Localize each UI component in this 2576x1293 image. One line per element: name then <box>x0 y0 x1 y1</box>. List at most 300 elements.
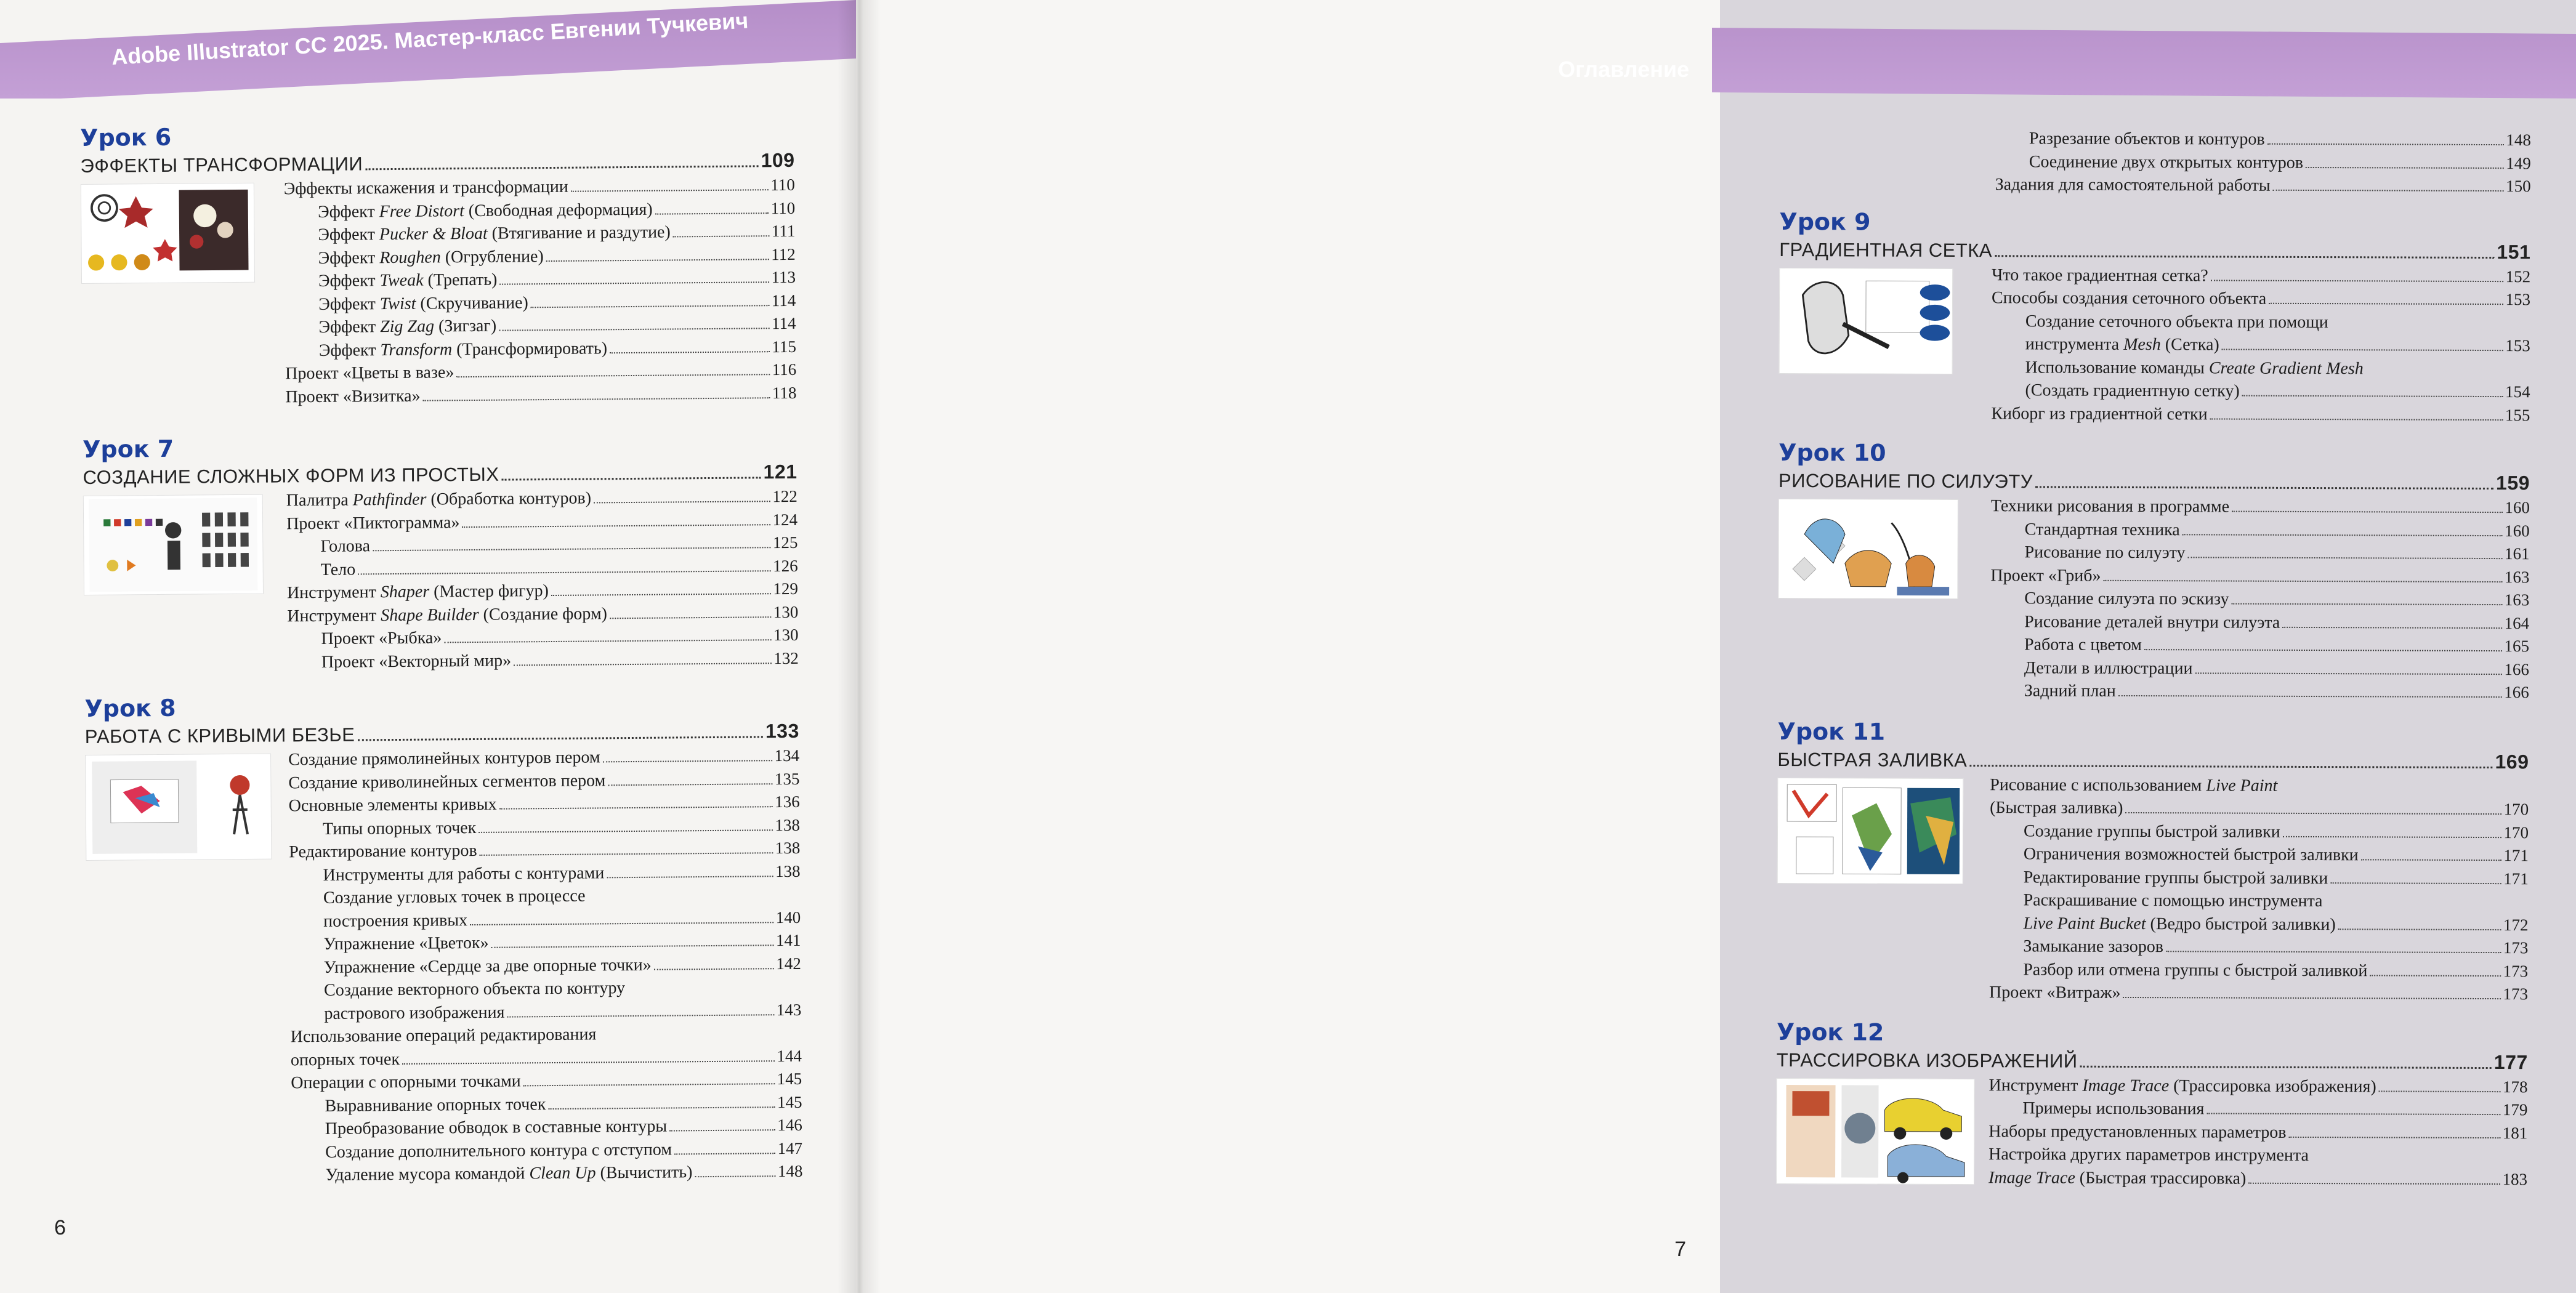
toc-entry-title <box>1989 1166 2246 1190</box>
toc-leader-dots <box>607 876 773 878</box>
toc-entry-text: Разрезание объектов и контуров <box>2029 129 2265 149</box>
toc-entry-text: Соединение двух открытых контуров <box>2029 151 2304 172</box>
toc-entry-title <box>323 932 488 956</box>
toc-entry-page: 173 <box>2503 938 2529 957</box>
toc-entry-title <box>2025 332 2219 356</box>
toc-entry-page: 114 <box>771 313 796 333</box>
toc-entry-page: 113 <box>771 267 796 287</box>
toc-entry <box>1777 888 2529 914</box>
toc-leader-dots <box>674 1153 775 1154</box>
toc-entry-title <box>318 220 671 246</box>
toc-leader-dots <box>669 1129 775 1131</box>
toc-leader-dots <box>2338 928 2501 930</box>
toc-entry <box>1777 934 2528 960</box>
toc-entry <box>1777 842 2529 868</box>
toc-entry-page: 124 <box>772 510 798 529</box>
toc-entry-text: Раскрашивание с помощью инструмента <box>2023 890 2323 911</box>
toc-leader-dots <box>1969 765 2492 768</box>
toc-entry-text: (Втягивание и раздутие) <box>487 222 671 243</box>
lesson-entries <box>1778 494 2530 704</box>
toc-entry-title <box>2024 587 2229 611</box>
toc-entry-title <box>321 558 356 581</box>
toc-entry-page: 163 <box>2504 590 2530 610</box>
toc-leader-dots <box>2379 1090 2500 1092</box>
toc-leader-dots <box>491 945 773 948</box>
toc-entry-page: 145 <box>777 1069 802 1089</box>
lesson-title-row <box>1779 236 2530 265</box>
toc-entry-title <box>1990 564 2101 587</box>
toc-entry-text: (Свободная деформация) <box>464 199 653 220</box>
toc-entry-page: 166 <box>2504 659 2529 679</box>
book-title-header: Adobe Illustrator CC 2025. Мастер-класс Евгении Тучкевич <box>111 7 749 70</box>
toc-entry-text: Создание силуэта по эскизу <box>2024 589 2229 609</box>
toc-entry-title <box>2025 356 2364 380</box>
lesson-title: ТРАССИРОВКА ИЗОБРАЖЕНИЙ <box>1776 1049 2078 1072</box>
toc-entry <box>1779 401 2530 427</box>
toc-leader-dots <box>673 235 769 237</box>
toc-entry-text: Работа с цветом <box>2024 635 2142 655</box>
toc-entry-text: Создание криволинейных сегментов пером <box>288 770 606 792</box>
toc-entry-page: 111 <box>771 221 796 241</box>
toc-entry <box>1778 586 2529 612</box>
toc-entry-text: Редактирование контуров <box>289 840 477 862</box>
toc-entry-page: 115 <box>772 337 796 356</box>
toc-entry-text: Эффект <box>318 340 381 360</box>
toc-entry-text: Рисование с использованием <box>1990 775 2207 795</box>
toc-leader-dots <box>514 663 771 666</box>
toc-entry <box>1780 172 2531 198</box>
toc-entry-text: Инструмент <box>287 605 381 626</box>
toc-entry-term: Mesh <box>2123 334 2161 355</box>
page-number-left: 6 <box>54 1216 66 1239</box>
toc-entry <box>1778 679 2529 704</box>
toc-entry-text: Создание группы быстрой заливки <box>2023 821 2280 842</box>
toc-entry-page: 148 <box>777 1161 803 1181</box>
toc-leader-dots <box>2207 1113 2500 1115</box>
lesson-title: ГРАДИЕНТНАЯ СЕТКА <box>1779 238 1993 261</box>
toc-entry-text: Рисование по силуэту <box>2024 542 2186 563</box>
toc-entry-page: 130 <box>773 602 799 621</box>
toc-entry-title <box>2029 150 2303 174</box>
toc-entry-title <box>291 1069 521 1094</box>
toc-entry-title <box>325 1138 672 1164</box>
page-number-right: 7 <box>1674 1238 1686 1261</box>
toc-entry-page: 143 <box>776 1000 802 1019</box>
toc-entry-text: Упражнение «Цветок» <box>323 933 489 954</box>
toc-leader-dots <box>2248 1182 2500 1184</box>
toc-leader-dots <box>2195 672 2501 675</box>
toc-entry-term: Twist <box>379 294 416 313</box>
toc-entry <box>1777 957 2528 983</box>
toc-entry-text: Эффект <box>318 271 380 291</box>
toc-leader-dots <box>423 397 770 401</box>
right-page <box>856 0 2531 1293</box>
toc-entry <box>1779 308 2530 334</box>
toc-entry-text: Техники рисования в программе <box>1990 496 2230 517</box>
book-gutter <box>838 0 881 1293</box>
toc-leader-dots <box>2330 882 2501 884</box>
toc-entry-page: 132 <box>773 648 799 667</box>
toc-entry-page: 153 <box>2505 336 2530 355</box>
toc-entry-text: (Обработка контуров) <box>426 488 592 509</box>
toc-entry-text: (Трассировка изображения) <box>2169 1076 2376 1096</box>
toc-entry <box>1776 1119 2527 1145</box>
toc-leader-dots <box>2269 303 2503 305</box>
toc-entry-page: 149 <box>2506 153 2531 172</box>
lesson-entries <box>1776 1073 2528 1191</box>
toc-leader-dots <box>1995 255 2494 259</box>
toc-entry <box>1779 355 2530 381</box>
toc-entry-text: (Вычистить) <box>596 1162 693 1183</box>
toc-entry-page: 125 <box>772 533 798 552</box>
toc-leader-dots <box>2118 695 2501 698</box>
toc-entry-text: Задания для самостоятельной работы <box>1995 175 2271 195</box>
toc-entry-title <box>1991 402 2207 426</box>
toc-entry-page: 171 <box>2503 869 2529 888</box>
toc-entry-title <box>1990 796 2123 820</box>
toc-entry <box>1779 286 2530 312</box>
left-toc <box>80 118 803 1189</box>
toc-entry-text: Упражнение «Сердце за две опорные точки» <box>323 955 652 977</box>
toc-entry-title <box>325 1115 668 1141</box>
toc-entry-title <box>291 1023 597 1048</box>
toc-entry-title <box>291 1047 400 1071</box>
toc-entry-title <box>2023 958 2367 982</box>
toc-leader-dots <box>551 593 771 596</box>
lesson-page: 177 <box>2493 1050 2528 1073</box>
lesson-number: Урок 6 <box>80 123 172 151</box>
lesson-section <box>80 118 797 410</box>
toc-entry-text: Использование команды <box>2025 357 2209 377</box>
toc-entry-title <box>2024 679 2116 703</box>
toc-entry-page: 118 <box>772 383 797 402</box>
toc-leader-dots <box>2242 395 2503 397</box>
toc-entry-text: Эффект <box>318 248 380 268</box>
toc-entry <box>1778 632 2529 658</box>
toc-entry-page: 161 <box>2505 544 2530 563</box>
toc-entry-text: (Мастер фигур) <box>429 581 549 602</box>
lesson-page: 121 <box>763 460 797 483</box>
toc-entry-page: 160 <box>2505 521 2530 540</box>
toc-entry-page: 172 <box>2503 915 2529 934</box>
lesson-title: СОЗДАНИЕ СЛОЖНЫХ ФОРМ ИЗ ПРОСТЫХ <box>83 463 499 488</box>
toc-entry-text: Проект «Пиктограмма» <box>286 512 460 533</box>
lesson-section <box>83 429 799 675</box>
toc-leader-dots <box>2211 280 2503 282</box>
toc-entry-text: (Быстрая заливка) <box>1990 798 2123 818</box>
toc-entry-text: (Создать градиентную сетку) <box>2025 381 2240 401</box>
toc-entry <box>1776 1165 2527 1191</box>
toc-entry-term: Shape Builder <box>381 605 479 625</box>
toc-entry-text: (Трансформировать) <box>452 338 608 359</box>
toc-entry-term: Image Trace <box>1988 1167 2075 1188</box>
toc-entry <box>88 1160 802 1189</box>
toc-entry-title <box>1995 173 2271 197</box>
toc-entry <box>1777 864 2529 890</box>
toc-entry <box>1779 262 2530 288</box>
toc-entry-term: Live Paint Bucket <box>2023 913 2146 933</box>
toc-leader-dots <box>2080 1065 2492 1068</box>
toc-leader-dots <box>358 570 770 574</box>
header-band-right <box>1712 0 2576 99</box>
toc-leader-dots <box>546 259 769 262</box>
toc-entry-title <box>1991 494 2229 518</box>
toc-leader-dots <box>655 212 769 214</box>
toc-entry-title <box>1989 1120 2286 1144</box>
toc-entry-title <box>287 602 607 628</box>
toc-leader-dots <box>571 189 769 192</box>
toc-entry-title <box>285 384 420 408</box>
toc-leader-dots <box>507 1014 773 1017</box>
toc-entry <box>84 647 799 675</box>
toc-entry-page: 165 <box>2504 637 2530 656</box>
toc-entry-title <box>1992 286 2266 310</box>
toc-entry-title <box>319 337 607 362</box>
toc-entry-page: 116 <box>772 360 797 379</box>
toc-leader-dots <box>695 1175 775 1177</box>
lesson-page: 169 <box>2495 750 2529 773</box>
lesson-number: Урок 11 <box>1777 717 1886 746</box>
toc-entry-page: 136 <box>775 792 800 812</box>
toc-entry-text: (Зигзаг) <box>434 316 497 336</box>
toc-entry-title <box>289 793 497 818</box>
toc-entry-page: 160 <box>2505 498 2530 517</box>
toc-entry-title <box>2024 888 2323 912</box>
toc-entry-text: Операции с опорными точками <box>291 1071 521 1093</box>
toc-leader-dots <box>2123 997 2501 999</box>
toc-entry-title <box>287 579 549 605</box>
toc-entry-page: 140 <box>775 908 801 927</box>
toc-leader-dots <box>2210 418 2503 421</box>
toc-leader-dots <box>610 616 771 619</box>
toc-entry-title <box>1990 773 2277 797</box>
lesson-number: Урок 10 <box>1779 438 1886 467</box>
toc-entry <box>82 381 796 410</box>
lesson-number: Урок 7 <box>82 435 174 463</box>
toc-entry-title <box>2025 518 2180 541</box>
toc-leader-dots <box>608 783 772 786</box>
toc-entry-title <box>2024 820 2280 844</box>
toc-entry-text: Инструменты для работы с контурами <box>323 863 605 885</box>
toc-entry-text: Выравнивание опорных точек <box>325 1094 546 1116</box>
toc-entry-text: Преобразование обводок в составные контуры <box>325 1116 668 1138</box>
toc-entry-title <box>323 909 467 933</box>
toc-leader-dots <box>2283 836 2501 837</box>
toc-leader-dots <box>2306 166 2503 168</box>
toc-entry-page: 154 <box>2505 382 2530 401</box>
toc-entry-title <box>2023 935 2163 958</box>
toc-entry-term: Image Trace <box>2082 1076 2170 1095</box>
toc-entry-text: Проект «Гриб» <box>1990 565 2101 586</box>
toc-entry-title <box>2025 541 2186 564</box>
toc-entry-text: Разбор или отмена группы с быстрой заливкой <box>2023 959 2368 980</box>
toc-entry-text: Создание дополнительного контура с отступом <box>325 1140 672 1162</box>
toc-entry-page: 144 <box>777 1046 802 1065</box>
toc-entry-text: опорных точек <box>290 1049 400 1069</box>
toc-leader-dots <box>2289 1136 2500 1138</box>
section-title-header: Оглавление <box>1558 57 1689 82</box>
lesson-title: РИСОВАНИЕ ПО СИЛУЭТУ <box>1778 469 2033 493</box>
toc-entry-text: Голова <box>320 536 371 556</box>
toc-entry-title <box>1992 264 2208 288</box>
toc-leader-dots <box>2166 951 2501 953</box>
toc-entry-title <box>286 511 460 536</box>
toc-entry-page: 164 <box>2504 613 2530 632</box>
toc-leader-dots <box>480 852 773 856</box>
toc-entry-page: 155 <box>2505 405 2530 424</box>
toc-entry-page: 134 <box>774 746 800 765</box>
toc-entry-title <box>325 1093 546 1118</box>
toc-leader-dots <box>402 1060 774 1065</box>
toc-entry-title <box>318 245 544 270</box>
toc-entry-term: Tweak <box>379 270 424 291</box>
toc-entry-page: 181 <box>2502 1123 2528 1142</box>
toc-leader-dots <box>2361 859 2501 861</box>
toc-entry-page: 145 <box>777 1092 802 1111</box>
toc-leader-dots <box>2232 511 2502 514</box>
toc-leader-dots <box>2104 579 2502 582</box>
lesson-title: ЭФФЕКТЫ ТРАНСФОРМАЦИИ <box>80 153 363 177</box>
toc-leader-dots <box>499 806 773 809</box>
toc-entry-text: Стандартная техника <box>2024 519 2180 539</box>
toc-entry-page: 153 <box>2505 290 2531 309</box>
toc-entry-title <box>2024 656 2193 680</box>
toc-entry-page: 122 <box>772 486 797 506</box>
toc-entry-term: Zig Zag <box>380 316 435 337</box>
toc-leader-dots <box>654 968 774 970</box>
toc-entry-title <box>323 861 604 887</box>
toc-entry <box>1779 540 2530 566</box>
toc-entry-page: 141 <box>775 930 801 950</box>
toc-entry-page: 126 <box>773 556 798 575</box>
toc-leader-dots <box>2182 534 2503 536</box>
toc-entry-title <box>289 839 477 864</box>
lesson-entries <box>1779 262 2530 427</box>
lesson-number: Урок 12 <box>1776 1018 1884 1046</box>
lesson-section <box>1779 206 2530 427</box>
toc-entry-text: инструмента <box>2025 334 2124 354</box>
toc-entry-title <box>288 746 600 771</box>
toc-entry-text: (Трепать) <box>423 270 498 290</box>
toc-entry-text: Редактирование группы быстрой заливки <box>2023 867 2328 888</box>
toc-entry-term: Roughen <box>379 247 441 267</box>
toc-entry-page: 147 <box>777 1138 803 1158</box>
toc-entry-title <box>288 769 605 795</box>
toc-entry-title <box>2025 310 2328 334</box>
toc-entry <box>1776 1142 2527 1168</box>
toc-entry-title <box>318 315 496 339</box>
toc-entry-term: Shaper <box>380 582 430 602</box>
toc-entry-page: 138 <box>775 861 801 880</box>
lesson-section <box>1778 438 2530 704</box>
toc-entry-title <box>284 175 568 201</box>
toc-entry-title <box>320 534 370 558</box>
toc-entry-page: 178 <box>2503 1077 2528 1096</box>
toc-entry-text: Проект «Витраж» <box>1989 983 2121 1002</box>
toc-entry-page: 114 <box>771 291 796 310</box>
toc-entry-title <box>2022 1097 2204 1121</box>
toc-leader-dots <box>365 165 758 170</box>
toc-entry-page: 163 <box>2504 567 2530 586</box>
toc-entry-text: (Ведро быстрой заливки) <box>2146 914 2336 934</box>
toc-entry <box>1777 911 2528 937</box>
toc-leader-dots <box>2187 557 2502 559</box>
lesson-section <box>1776 1017 2528 1191</box>
toc-leader-dots <box>501 477 761 480</box>
toc-entry-page: 179 <box>2502 1100 2528 1119</box>
toc-entry-page: 173 <box>2503 961 2529 980</box>
lesson-number: Урок 9 <box>1779 207 1871 236</box>
toc-entry-text: Палитра <box>286 490 353 510</box>
lesson-title-row <box>1777 746 2529 775</box>
toc-entry-text: Способы создания сеточного объекта <box>1991 288 2267 308</box>
toc-leader-dots <box>499 328 769 331</box>
right-toc <box>1776 126 2531 1191</box>
toc-entry-title <box>285 361 454 385</box>
toc-entry-text: (Огрубление) <box>440 246 544 267</box>
toc-leader-dots <box>594 501 770 503</box>
lesson-page: 151 <box>2497 240 2531 263</box>
toc-entry-text: Создание прямолинейных контуров пером <box>288 747 600 770</box>
toc-entry-text: Удаление мусора командой <box>325 1164 530 1185</box>
left-page <box>0 0 856 1293</box>
toc-entry-text: Эффект <box>318 294 380 314</box>
lesson-page: 159 <box>2496 472 2530 494</box>
toc-entry-text: Эффект <box>318 201 379 222</box>
toc-entry <box>1777 772 2529 798</box>
toc-entry-page: 152 <box>2505 267 2531 286</box>
toc-entry-text: Проект «Цветы в вазе» <box>285 363 454 384</box>
toc-entry-page: 170 <box>2503 800 2529 819</box>
toc-entry-page: 130 <box>773 625 799 645</box>
toc-entry-text: Типы опорных точек <box>322 818 477 839</box>
toc-entry <box>1779 517 2530 542</box>
toc-entry-text: Проект «Векторный мир» <box>321 651 512 672</box>
toc-entry-title <box>323 885 586 910</box>
toc-entry-title <box>318 268 498 293</box>
toc-entry-text: Замыкание зазоров <box>2023 937 2164 957</box>
toc-leader-dots <box>478 829 772 833</box>
toc-entry-page: 135 <box>774 769 800 788</box>
continued-entries <box>1780 126 2531 198</box>
toc-entry <box>1779 494 2530 520</box>
lesson-number: Урок 8 <box>84 694 176 722</box>
toc-entry <box>1778 563 2529 589</box>
toc-leader-dots <box>610 351 769 353</box>
toc-entry-title <box>1989 1143 2309 1167</box>
toc-entry-title <box>324 1001 504 1025</box>
toc-entry-page: 112 <box>771 244 796 264</box>
toc-entry-term: Pucker & Bloat <box>379 224 488 244</box>
toc-entry-title <box>325 1161 692 1186</box>
toc-leader-dots <box>2144 649 2502 651</box>
lesson-section <box>84 688 802 1189</box>
toc-entry-title <box>2024 610 2280 634</box>
toc-entry-page: 110 <box>770 198 796 217</box>
toc-entry <box>1780 149 2531 175</box>
toc-entry-text: (Скручивание) <box>416 292 528 313</box>
toc-entry-title <box>324 977 625 1002</box>
toc-entry-page: 183 <box>2502 1169 2528 1188</box>
toc-entry-text: Использование операций редактирования <box>290 1025 597 1047</box>
toc-entry-text: Тело <box>320 560 356 579</box>
toc-entry-text: Ограничения возможностей быстрой заливки <box>2023 844 2359 865</box>
toc-entry <box>1777 1073 2528 1098</box>
toc-entry-title <box>286 487 591 512</box>
lesson-entries <box>83 485 799 675</box>
toc-entry <box>1779 332 2530 358</box>
toc-entry-text: Настройка других параметров инструмента <box>1989 1145 2309 1166</box>
